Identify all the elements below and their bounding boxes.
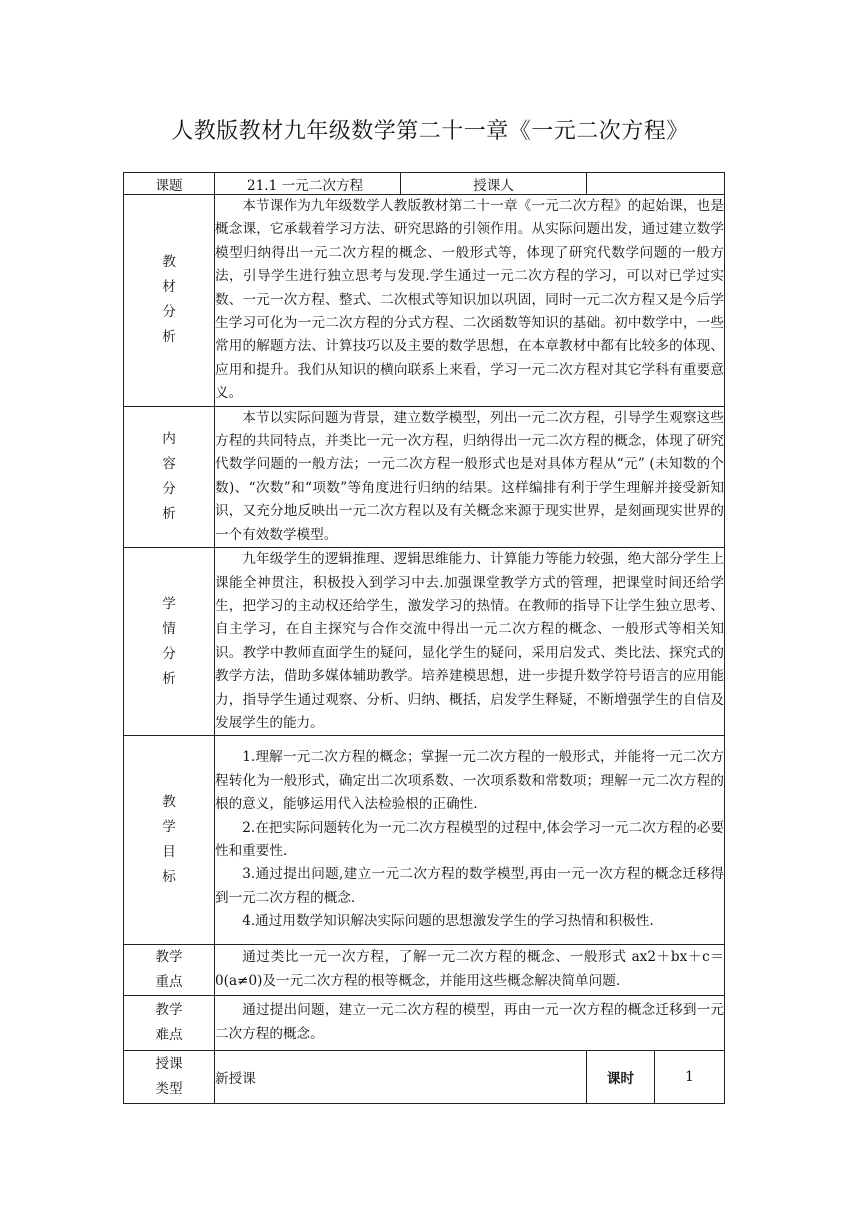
header-row — [124, 173, 725, 195]
lesson-type-label: 授课 类型 — [124, 1050, 215, 1103]
section-label: 内 容 分 析 — [124, 406, 215, 547]
section-label: 教学 难点 — [124, 995, 215, 1050]
section-row-content-analysis — [124, 406, 725, 547]
section-body: 通过提出问题，建立一元二次方程的模型，再由一元一次方程的概念迁移到一元二次方程的概念。 — [215, 995, 725, 1050]
section-body: 通过类比一元一次方程，了解一元二次方程的概念、一般形式 ax2＋bx＋c＝0(a≠0)及一元二次方程的根等概念，并能用这些概念解决简单问题. — [215, 944, 725, 995]
section-body: 本节以实际问题为背景，建立数学模型，列出一元二次方程，引导学生观察这些方程的共同特点，并类比一元一次方程，归纳得出一元二次方程的概念，体现了研究代数学问题的一般方法；一元二次方程一般形式也是对具体方程从“元” (未知数的个数)、“次数”和“项数”等角度进行归纳的结果。这样编排有利于学生理解并接受新知识，又充分地反映出一元二次方程以及有关概念来源于现实世界，是刻画现实世界的一个有效数学模型。 — [215, 406, 725, 547]
section-label: 学 情 分 析 — [124, 548, 215, 736]
section-row-key-points — [124, 944, 725, 995]
footer-row — [124, 1050, 725, 1103]
lesson-type-value: 新授课 — [215, 1050, 587, 1103]
section-row-teaching-goals — [124, 736, 725, 944]
section-body: 1.理解一元二次方程的概念；掌握一元二次方程的一般形式，并能将一元二次方程转化为一般形式，确定出二次项系数、一次项系数和常数项；理解一元二次方程的根的意义，能够运用代入法检验根的正确性. 2.在把实际问题转化为一元二次方程模型的过程中,体会学习一元二次方程的必要性和重要性. 3.通过提出问题,建立一元二次方程的数学模型,再由一元一次方程的概念迁移得到一元二次方程的概念. 4.通过用数学知识解决实际问题的思想激发学生的学习热情和积极性. — [215, 736, 725, 944]
section-label: 教 材 分 析 — [124, 195, 215, 407]
class-hours-value: 1 — [655, 1050, 725, 1103]
section-label: 教学 重点 — [124, 944, 215, 995]
section-row-student-analysis — [124, 548, 725, 736]
class-hours-label: 课时 — [587, 1050, 655, 1103]
page-title: 人教版教材九年级数学第二十一章《一元二次方程》 — [171, 119, 689, 144]
section-row-textbook-analysis — [124, 195, 725, 407]
section-row-difficult-points — [124, 995, 725, 1050]
topic-value: 21.1 一元二次方程 — [215, 173, 401, 195]
teacher-label: 授课人 — [401, 173, 587, 195]
teacher-value — [587, 173, 725, 195]
section-body: 九年级学生的逻辑推理、逻辑思维能力、计算能力等能力较强，绝大部分学生上课能全神贯注，积极投入到学习中去.加强课堂教学方式的管理，把课堂时间还给学生，把学习的主动权还给学生，激发学习的热情。在教师的指导下让学生独立思考、自主学习，在自主探究与合作交流中得出一元二次方程的概念、一般形式等相关知识。教学中教师直面学生的疑问，显化学生的疑问，采用启发式、类比法、探究式的教学方法，借助多媒体辅助教学。培养建模思想，进一步提升数学符号语言的应用能力，指导学生通过观察、分析、归纳、概括，启发学生释疑，不断增强学生的自信及发展学生的能力。 — [215, 548, 725, 736]
section-label: 教 学 目 标 — [124, 736, 215, 944]
lesson-plan-table — [123, 172, 725, 1104]
topic-label: 课题 — [124, 173, 215, 195]
section-body: 本节课作为九年级数学人教版教材第二十一章《一元二次方程》的起始课，也是概念课，它承载着学习方法、研究思路的引领作用。从实际问题出发，通过建立数学模型归纳得出一元二次方程的概念、一般形式等，体现了研究代数学问题的一般方法，引导学生进行独立思考与发现.学生通过一元二次方程的学习，可以对已学过实数、一元一次方程、整式、二次根式等知识加以巩固，同时一元二次方程又是今后学生学习可化为一元二次方程的分式方程、二次函数等知识的基础。初中数学中，一些常用的解题方法、计算技巧以及主要的数学思想，在本章教材中都有比较多的体现、应用和提升。我们从知识的横向联系上来看，学习一元二次方程对其它学科有重要意义。 — [215, 195, 725, 407]
